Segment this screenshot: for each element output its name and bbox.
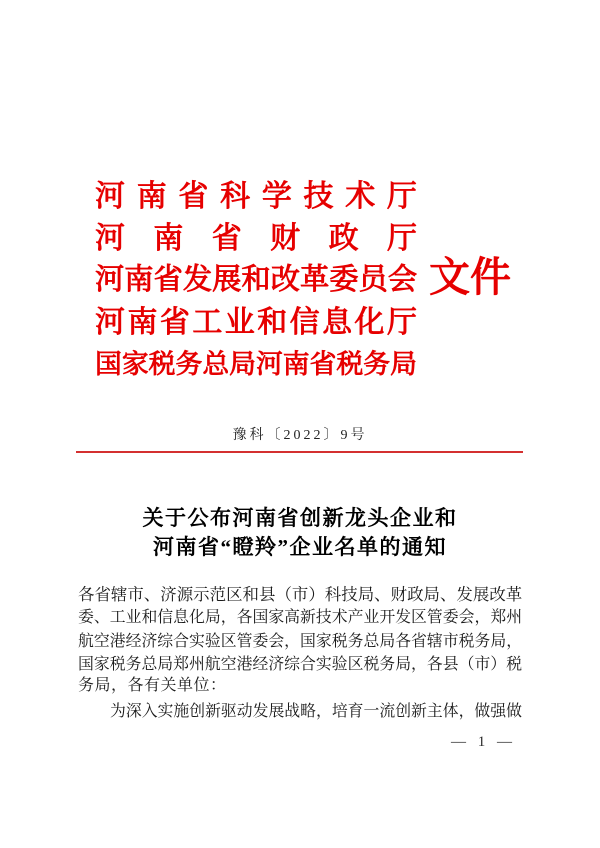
agency-name-5: 国 家 税 务 总 局 河 南 省 税 务 局 [95, 348, 417, 379]
agency-name-4: 河 南 省 工 业 和 信 息 化 厅 [95, 306, 417, 339]
document-title [0, 504, 600, 562]
doc-type-label: 文件 [429, 254, 511, 300]
red-divider-line [76, 451, 523, 453]
title-line-1: 关于公布河南省创新龙头企业和 [142, 506, 458, 530]
agency-name-3: 河 南 省 发 展 和 改 革 委 员 会 [95, 264, 418, 296]
body-line-2: 委 、 工 业 和 信 息 化 局 ， 各 国 家 高 新 技 术 产 业 开 发 区 管 委 会 ， 郑 州 [78, 609, 523, 627]
title-line-2: 河南省“瞪羚”企业名单的通知 [153, 535, 447, 559]
red-header-agency-block [95, 172, 417, 382]
page-number: — 1 — [451, 734, 516, 750]
document-body [78, 581, 522, 721]
agency-name-1: 河 南 省 科 学 技 术 厅 [95, 180, 417, 213]
body-line-4: 国 家 税 务 总 局 郑 州 航 空 港 经 济 综 合 实 验 区 税 务 局 ， 各 县 （ 市 ） 税 [78, 656, 523, 674]
body-line-5: 务局，各有关单位： [78, 677, 227, 695]
body-line-1: 各 省 辖 市 、 济 源 示 范 区 和 县 （ 市 ） 科 技 局 、 财 政 局 、 发 展 改 革 [78, 584, 523, 604]
body-line-3: 航 空 港 经 济 综 合 实 验 区 管 委 会 ， 国 家 税 务 总 局 各 省 辖 市 税 务 局 ， [78, 632, 523, 650]
body-line-6: 为 深 入 实 施 创 新 驱 动 发 展 战 略 ， 培 育 一 流 创 新 主 体 ， 做 强 做 [110, 702, 522, 720]
doc-number: 豫科〔2022〕9号 [232, 428, 368, 443]
agency-name-2: 河 南 省 财 政 厅 [95, 222, 417, 255]
